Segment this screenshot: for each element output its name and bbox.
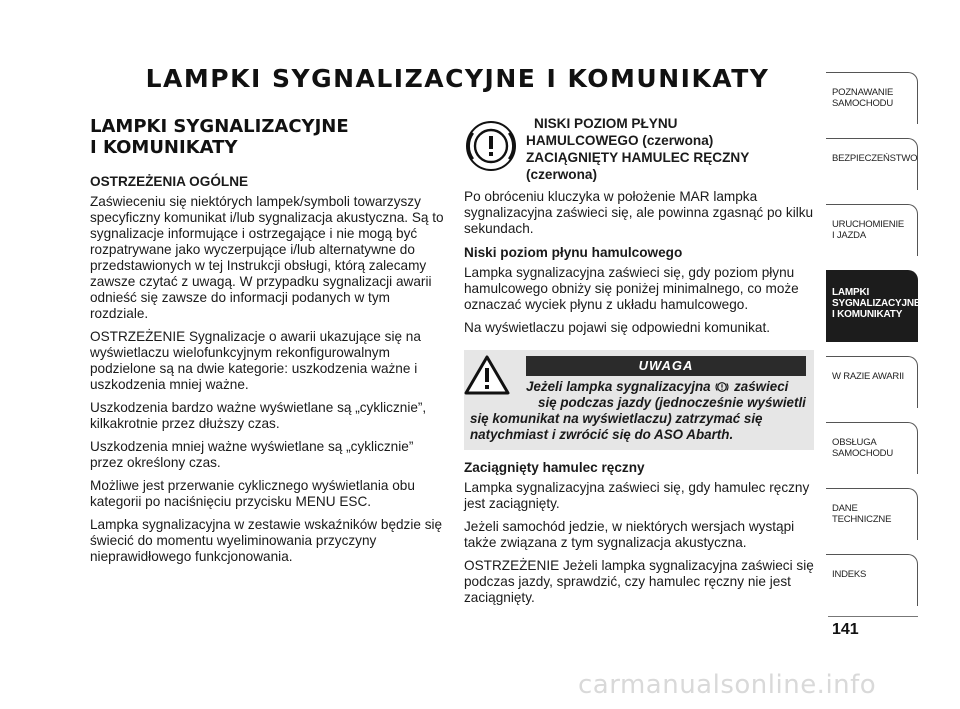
page-title: LAMPKI SYGNALIZACYJNE I KOMUNIKATY <box>145 64 770 93</box>
tab-indeks[interactable]: INDEKS <box>826 554 918 606</box>
warning-triangle-icon <box>464 354 510 396</box>
tab-uruchomienie-i-jazda[interactable]: URUCHOMIENIE I JAZDA <box>826 204 918 256</box>
tab-poznawanie-samochodu[interactable]: POZNAWANIE SAMOCHODU <box>826 72 918 124</box>
caution-text-part1: Jeżeli lampka sygnalizacyjna <box>526 379 711 394</box>
caution-box <box>464 350 814 450</box>
caution-text-line3: się komunikat na wyświetlaczu) zatrzymać się natychmiast i zwrócić się do ASO Abarth. <box>470 411 763 442</box>
paragraph: Uszkodzenia bardzo ważne wyświetlane są „cyklicznie”, kilkakrotnie przez dłuższy czas. <box>90 400 427 431</box>
watermark: carmanualsonline.info <box>578 670 877 700</box>
paragraph: Zaświeceniu się niektórych lampek/symboli towarzyszy specyficzny komunikat i/lub sygnalizacja akustyczna. Są to sygnalizacje informujące i ostrzegające i nie mogą być rozpatrywane jako wyczerpujące i/lub alternatywne do przedstawionych w tej Instrukcji obsługi, którą zalecamy zawsze czytać z uwagą. W przypadku sygnalizacji awarii odnieść się zawsze do informacji podanych w tym rozdziale. <box>90 194 444 321</box>
paragraph: Lampka sygnalizacyjna w zestawie wskaźników będzie się świecić do momentu wyeliminowania przyczyny nieprawidłowego funkcjonowania. <box>90 517 443 564</box>
paragraph: Lampka sygnalizacyjna zaświeci się, gdy hamulec ręczny jest zaciągnięty. <box>464 480 810 511</box>
page-number: 141 <box>832 621 859 638</box>
paragraph: Na wyświetlaczu pojawi się odpowiedni komunikat. <box>464 320 771 335</box>
paragraph: Uszkodzenia mniej ważne wyświetlane są „cyklicznie” przez określony czas. <box>90 439 414 470</box>
tab-dane-techniczne[interactable]: DANE TECHNICZNE <box>826 488 918 540</box>
paragraph: Możliwe jest przerwanie cyklicznego wyświetlania obu kategorii po naciśnięciu przycisku MENU ESC. <box>90 478 415 509</box>
paragraph: OSTRZEŻENIE Sygnalizacje o awarii ukazujące się na wyświetlaczu wielofunkcyjnym rekonfigurowalnym podzielone są na dwie kategorie: uszkodzenia ważne i uszkodzenia mniej ważne. <box>90 329 421 392</box>
brake-warning-title <box>526 115 749 183</box>
section-heading-line1: LAMPKI SYGNALIZACYJNE <box>90 116 349 137</box>
section-heading <box>90 116 445 158</box>
caution-label: UWAGA <box>526 356 806 376</box>
tab-lampki-sygnalizacyjne[interactable]: LAMPKI SYGNALIZACYJNE I KOMUNIKATY <box>826 270 918 342</box>
tab-obsluga-samochodu[interactable]: OBSŁUGA SAMOCHODU <box>826 422 918 474</box>
paragraph: OSTRZEŻENIE Jeżeli lampka sygnalizacyjna zaświeci się podczas jazdy, sprawdzić, czy hamulec ręczny nie jest zaciągnięty. <box>464 558 814 605</box>
warning-title-line: ZACIĄGNIĘTY HAMULEC RĘCZNY <box>526 150 750 165</box>
section-heading-line2: I KOMUNIKATY <box>90 137 238 158</box>
brake-warning-mini-icon <box>715 380 729 394</box>
caution-text <box>470 379 806 443</box>
right-column <box>464 115 814 613</box>
warning-title-line: (czerwona) <box>526 167 598 182</box>
brake-warning-header <box>464 115 814 183</box>
low-brake-fluid-heading: Niski poziom płynu hamulcowego <box>464 245 683 260</box>
warning-title-line: NISKI POZIOM PŁYNU <box>534 116 678 131</box>
caution-text-line2: się podczas jazdy (jednocześnie wyświetli <box>538 395 806 410</box>
brake-warning-icon <box>464 119 518 173</box>
handbrake-heading: Zaciągnięty hamulec ręczny <box>464 460 645 475</box>
chapter-sidebar <box>826 72 921 620</box>
left-column <box>90 116 445 572</box>
intro-paragraph: Po obróceniu kluczyka w położenie MAR lampka sygnalizacyjna zaświeci się, ale powinna zgasnąć po kilku sekundach. <box>464 189 814 236</box>
tab-bezpieczenstwo[interactable]: BEZPIECZEŃSTWO <box>826 138 918 190</box>
caution-text-line1 <box>526 379 806 395</box>
caution-text-part2: zaświeci <box>734 379 789 394</box>
paragraph: Jeżeli samochód jedzie, w niektórych wersjach wystąpi także związana z tym sygnalizacja akustyczna. <box>464 519 795 550</box>
general-warnings-heading: OSTRZEŻENIA OGÓLNE <box>90 174 249 189</box>
warning-title-line: HAMULCOWEGO (czerwona) <box>526 133 714 148</box>
paragraph: Lampka sygnalizacyjna zaświeci się, gdy poziom płynu hamulcowego obniży się poniżej minimalnego, co może oznaczać wyciek płynu z układu hamulcowego. <box>464 265 799 312</box>
footer-divider <box>828 616 918 617</box>
tab-w-razie-awarii[interactable]: W RAZIE AWARII <box>826 356 918 408</box>
